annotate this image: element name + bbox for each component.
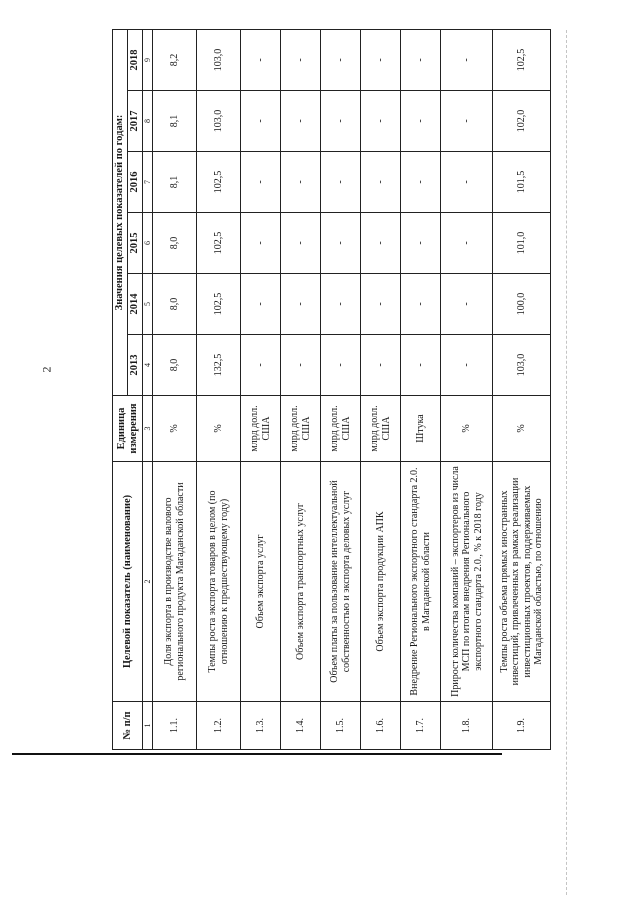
year-value: -	[441, 91, 493, 152]
table-row	[361, 30, 401, 750]
unit-of-measure: млрд долл. США	[321, 396, 361, 462]
year-value: -	[361, 152, 401, 213]
column-index: 5	[143, 274, 153, 335]
header-year: 2016	[128, 152, 143, 213]
year-value: -	[281, 335, 321, 396]
indicator-name: Объем экспорта услуг	[241, 462, 281, 702]
table-row	[153, 30, 197, 750]
page-number: 2	[39, 366, 54, 373]
year-value: 102,5	[197, 274, 241, 335]
row-number: 1.5.	[321, 702, 361, 750]
year-value: -	[321, 335, 361, 396]
bottom-divider	[12, 753, 502, 755]
row-number: 1.6.	[361, 702, 401, 750]
right-edge-rule	[566, 30, 567, 895]
year-value: -	[321, 152, 361, 213]
year-value: -	[401, 274, 441, 335]
year-value: -	[361, 30, 401, 91]
indicator-name: Объем платы за пользование интеллектуальной собственностью и экспорта деловых услуг	[321, 462, 361, 702]
indicator-name: Темпы роста объема прямых иностранных инвестиций, привлеченных в рамках реализации инвестиционных проектов, поддерживаемых Магаданской областью, по отношению	[493, 462, 551, 702]
year-value: -	[241, 30, 281, 91]
year-value: 103,0	[197, 91, 241, 152]
year-value: 103,0	[197, 30, 241, 91]
row-number: 1.7.	[401, 702, 441, 750]
column-index: 2	[143, 462, 153, 702]
year-value: 103,0	[493, 335, 551, 396]
year-value: -	[281, 91, 321, 152]
year-value: -	[281, 274, 321, 335]
year-value: -	[321, 91, 361, 152]
table-row	[281, 30, 321, 750]
table-row	[241, 30, 281, 750]
header-year: 2013	[128, 335, 143, 396]
indicator-name: Прирост количества компаний – экспортеров из числа МСП по итогам внедрения Регионального экспортного стандарта 2.0., % к 2018 году	[441, 462, 493, 702]
indicator-name: Объем экспорта продукции АПК	[361, 462, 401, 702]
year-value: -	[361, 335, 401, 396]
year-value: -	[401, 335, 441, 396]
column-index: 8	[143, 91, 153, 152]
year-value: 102,5	[197, 152, 241, 213]
unit-of-measure: Штука	[401, 396, 441, 462]
table-row	[321, 30, 361, 750]
rotated-page-wrapper	[112, 30, 545, 750]
year-value: 100,0	[493, 274, 551, 335]
unit-of-measure: %	[441, 396, 493, 462]
indicator-name: Объем экспорта транспортных услуг	[281, 462, 321, 702]
column-index: 9	[143, 30, 153, 91]
target-indicators-table	[112, 29, 551, 750]
year-value: -	[241, 91, 281, 152]
year-value: -	[401, 213, 441, 274]
year-value: -	[281, 213, 321, 274]
year-value: -	[241, 335, 281, 396]
row-number: 1.8.	[441, 702, 493, 750]
year-value: -	[441, 274, 493, 335]
year-value: -	[321, 274, 361, 335]
row-number: 1.2.	[197, 702, 241, 750]
year-value: -	[281, 152, 321, 213]
year-value: 101,0	[493, 213, 551, 274]
year-value: 8,2	[153, 30, 197, 91]
unit-of-measure: млрд долл. США	[361, 396, 401, 462]
year-value: -	[401, 91, 441, 152]
year-value: -	[241, 213, 281, 274]
header-values-group: Значения целевых показателей по годам:	[113, 30, 128, 396]
row-number: 1.1.	[153, 702, 197, 750]
year-value: -	[241, 274, 281, 335]
header-num: № п/п	[113, 702, 143, 750]
indicator-name: Темпы роста экспорта товаров в целом (по отношению к предшествующему году)	[197, 462, 241, 702]
row-number: 1.9.	[493, 702, 551, 750]
column-index: 1	[143, 702, 153, 750]
table-row	[401, 30, 441, 750]
year-value: -	[361, 274, 401, 335]
year-value: 102,5	[197, 213, 241, 274]
year-value: -	[401, 152, 441, 213]
column-index: 6	[143, 213, 153, 274]
year-value: 101,5	[493, 152, 551, 213]
column-index: 7	[143, 152, 153, 213]
column-index-row	[143, 30, 153, 750]
year-value: -	[441, 30, 493, 91]
table-body	[143, 30, 551, 750]
table-row	[441, 30, 493, 750]
year-value: 102,0	[493, 91, 551, 152]
year-value: -	[361, 213, 401, 274]
table-row	[197, 30, 241, 750]
year-value: -	[241, 152, 281, 213]
table-row	[493, 30, 551, 750]
rotated-content	[112, 30, 545, 750]
row-number: 1.4.	[281, 702, 321, 750]
year-value: 8,0	[153, 335, 197, 396]
year-value: -	[441, 152, 493, 213]
year-value: 8,1	[153, 91, 197, 152]
unit-of-measure: млрд долл. США	[241, 396, 281, 462]
year-value: 8,0	[153, 213, 197, 274]
indicator-name: Доля экспорта в производстве валового регионального продукта Магаданской области	[153, 462, 197, 702]
year-value: -	[441, 335, 493, 396]
unit-of-measure: млрд долл. США	[281, 396, 321, 462]
header-name: Целевой показатель (наименование)	[113, 462, 143, 702]
year-value: 8,0	[153, 274, 197, 335]
year-value: 8,1	[153, 152, 197, 213]
row-number: 1.3.	[241, 702, 281, 750]
header-unit: Единица измерения	[113, 396, 143, 462]
year-value: 132,5	[197, 335, 241, 396]
year-value: -	[361, 91, 401, 152]
year-value: -	[281, 30, 321, 91]
header-year: 2017	[128, 91, 143, 152]
indicator-name: Внедрение Регионального экспортного стандарта 2.0. в Магаданской области	[401, 462, 441, 702]
unit-of-measure: %	[493, 396, 551, 462]
header-row-1	[113, 30, 128, 750]
header-year: 2018	[128, 30, 143, 91]
year-value: 102,5	[493, 30, 551, 91]
unit-of-measure: %	[197, 396, 241, 462]
column-index: 4	[143, 335, 153, 396]
year-value: -	[401, 30, 441, 91]
header-year: 2014	[128, 274, 143, 335]
unit-of-measure: %	[153, 396, 197, 462]
column-index: 3	[143, 396, 153, 462]
year-value: -	[321, 30, 361, 91]
year-value: -	[321, 213, 361, 274]
year-value: -	[441, 213, 493, 274]
header-year: 2015	[128, 213, 143, 274]
